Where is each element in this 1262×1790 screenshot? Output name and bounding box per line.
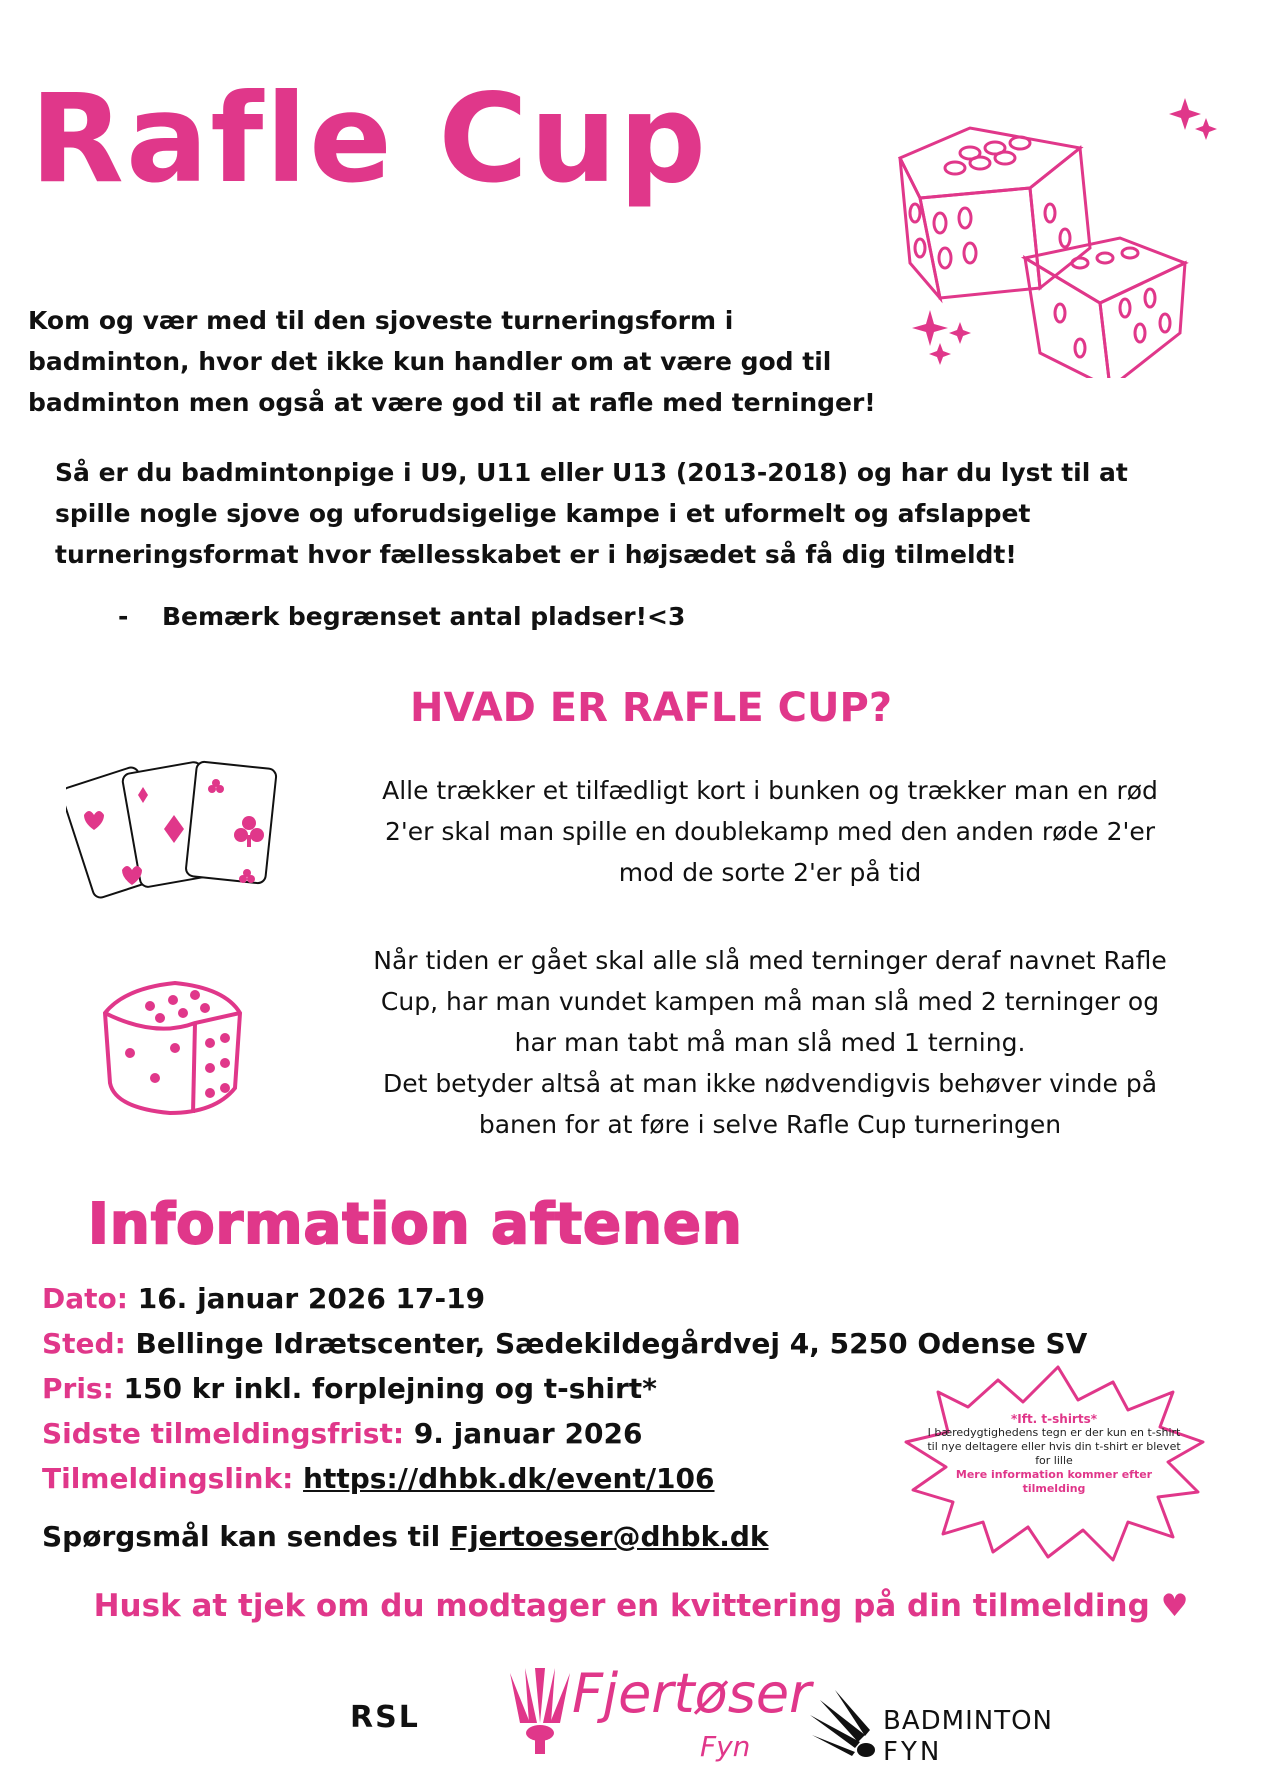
tshirt-note xyxy=(925,1412,1183,1496)
signup-link-label: Tilmeldingslink: xyxy=(42,1462,294,1495)
shuttlecock-logo-icon xyxy=(505,1668,575,1768)
questions-text: Spørgsmål kan sendes til xyxy=(42,1520,441,1553)
eligibility-text xyxy=(55,452,1245,575)
eligibility-line: Så er du badmintonpige i U9, U11 eller U13 (2013-2018) og har du lyst til at xyxy=(55,458,1128,487)
rules-line: 2'er skal man spille en doublekamp med den anden røde 2'er xyxy=(384,817,1156,846)
price-label: Pris: xyxy=(42,1372,114,1405)
rules-line: Det betyder altså at man ikke nødvendigvis behøver vinde på xyxy=(382,1069,1158,1098)
intro-line: badminton, hvor det ikke kun handler om at være god til xyxy=(28,347,832,376)
receipt-reminder: Husk at tjek om du modtager en kvittering på din tilmelding ♥ xyxy=(93,1588,1189,1624)
price-row xyxy=(42,1372,657,1405)
email-link[interactable]: Fjertoeser@dhbk.dk xyxy=(449,1520,769,1553)
rules-line: har man tabt må man slå med 1 terning. xyxy=(514,1028,1026,1057)
intro-text xyxy=(28,300,928,423)
tshirt-note-body: I bæredygtighedens tegn er der kun en t-shirt til nye deltagere eller hvis din t-shirt er blevet for lille xyxy=(927,1426,1181,1467)
note-dash: - xyxy=(118,602,129,631)
rsl-logo: RSL xyxy=(350,1700,420,1735)
playing-cards-icon xyxy=(66,755,296,915)
place-row xyxy=(42,1327,1087,1360)
badminton-fyn-shuttlecock-icon xyxy=(810,1690,880,1770)
die-icon xyxy=(95,968,250,1123)
price-value: 150 kr inkl. forplejning og t-shirt* xyxy=(123,1372,657,1405)
tshirt-note-more: Mere information kommer efter tilmelding xyxy=(955,1468,1153,1495)
deadline-row xyxy=(42,1417,642,1450)
date-value: 16. januar 2026 17-19 xyxy=(137,1282,486,1315)
date-label: Dato: xyxy=(42,1282,128,1315)
deadline-value: 9. januar 2026 xyxy=(413,1417,643,1450)
questions-row xyxy=(42,1520,769,1553)
intro-line: badminton men også at være god til at rafle med terninger! xyxy=(28,388,876,417)
eligibility-line: spille nogle sjove og uforudsigelige kampe i et uformelt og afslappet xyxy=(55,499,1031,528)
fjertoeser-logo-text: Fjertøser xyxy=(572,1662,812,1725)
rules-line: Når tiden er gået skal alle slå med terninger deraf navnet Rafle xyxy=(373,946,1167,975)
deadline-label: Sidste tilmeldingsfrist: xyxy=(42,1417,405,1450)
rules-line: Alle trækker et tilfædligt kort i bunken og trækker man en rød xyxy=(382,776,1158,805)
page-title: Rafle Cup xyxy=(30,68,709,210)
note-text: Bemærk begrænset antal pladser!<3 xyxy=(162,602,686,631)
eligibility-line: turneringsformat hvor fællesskabet er i højsædet så få dig tilmeldt! xyxy=(55,540,1017,569)
badminton-fyn-logo-text: BADMINTON xyxy=(883,1706,1053,1736)
fjertoeser-fyn-text: Fyn xyxy=(700,1730,751,1763)
section-heading: HVAD ER RAFLE CUP? xyxy=(409,685,893,731)
signup-link[interactable]: https://dhbk.dk/event/106 xyxy=(303,1462,715,1495)
info-evening-heading: Information aftenen xyxy=(88,1192,743,1257)
dice-illustration xyxy=(880,88,1220,378)
limited-spots-note xyxy=(118,602,685,631)
rules-line: Cup, har man vundet kampen må man slå med 2 terninger og xyxy=(380,987,1160,1016)
rules-paragraph-1 xyxy=(330,770,1210,893)
badminton-fyn-logo-subtext: FYN xyxy=(883,1737,943,1767)
rules-line: mod de sorte 2'er på tid xyxy=(618,858,922,887)
intro-line: Kom og vær med til den sjoveste turneringsform i xyxy=(28,306,734,335)
date-row xyxy=(42,1282,485,1315)
rules-line: banen for at føre i selve Rafle Cup turneringen xyxy=(478,1110,1062,1139)
place-value: Bellinge Idrætscenter, Sædekildegårdvej 4, 5250 Odense SV xyxy=(135,1327,1088,1360)
rules-paragraph-2 xyxy=(320,940,1220,1145)
tshirt-note-title: *Ift. t-shirts* xyxy=(1010,1412,1098,1426)
place-label: Sted: xyxy=(42,1327,126,1360)
signup-link-row xyxy=(42,1462,715,1495)
